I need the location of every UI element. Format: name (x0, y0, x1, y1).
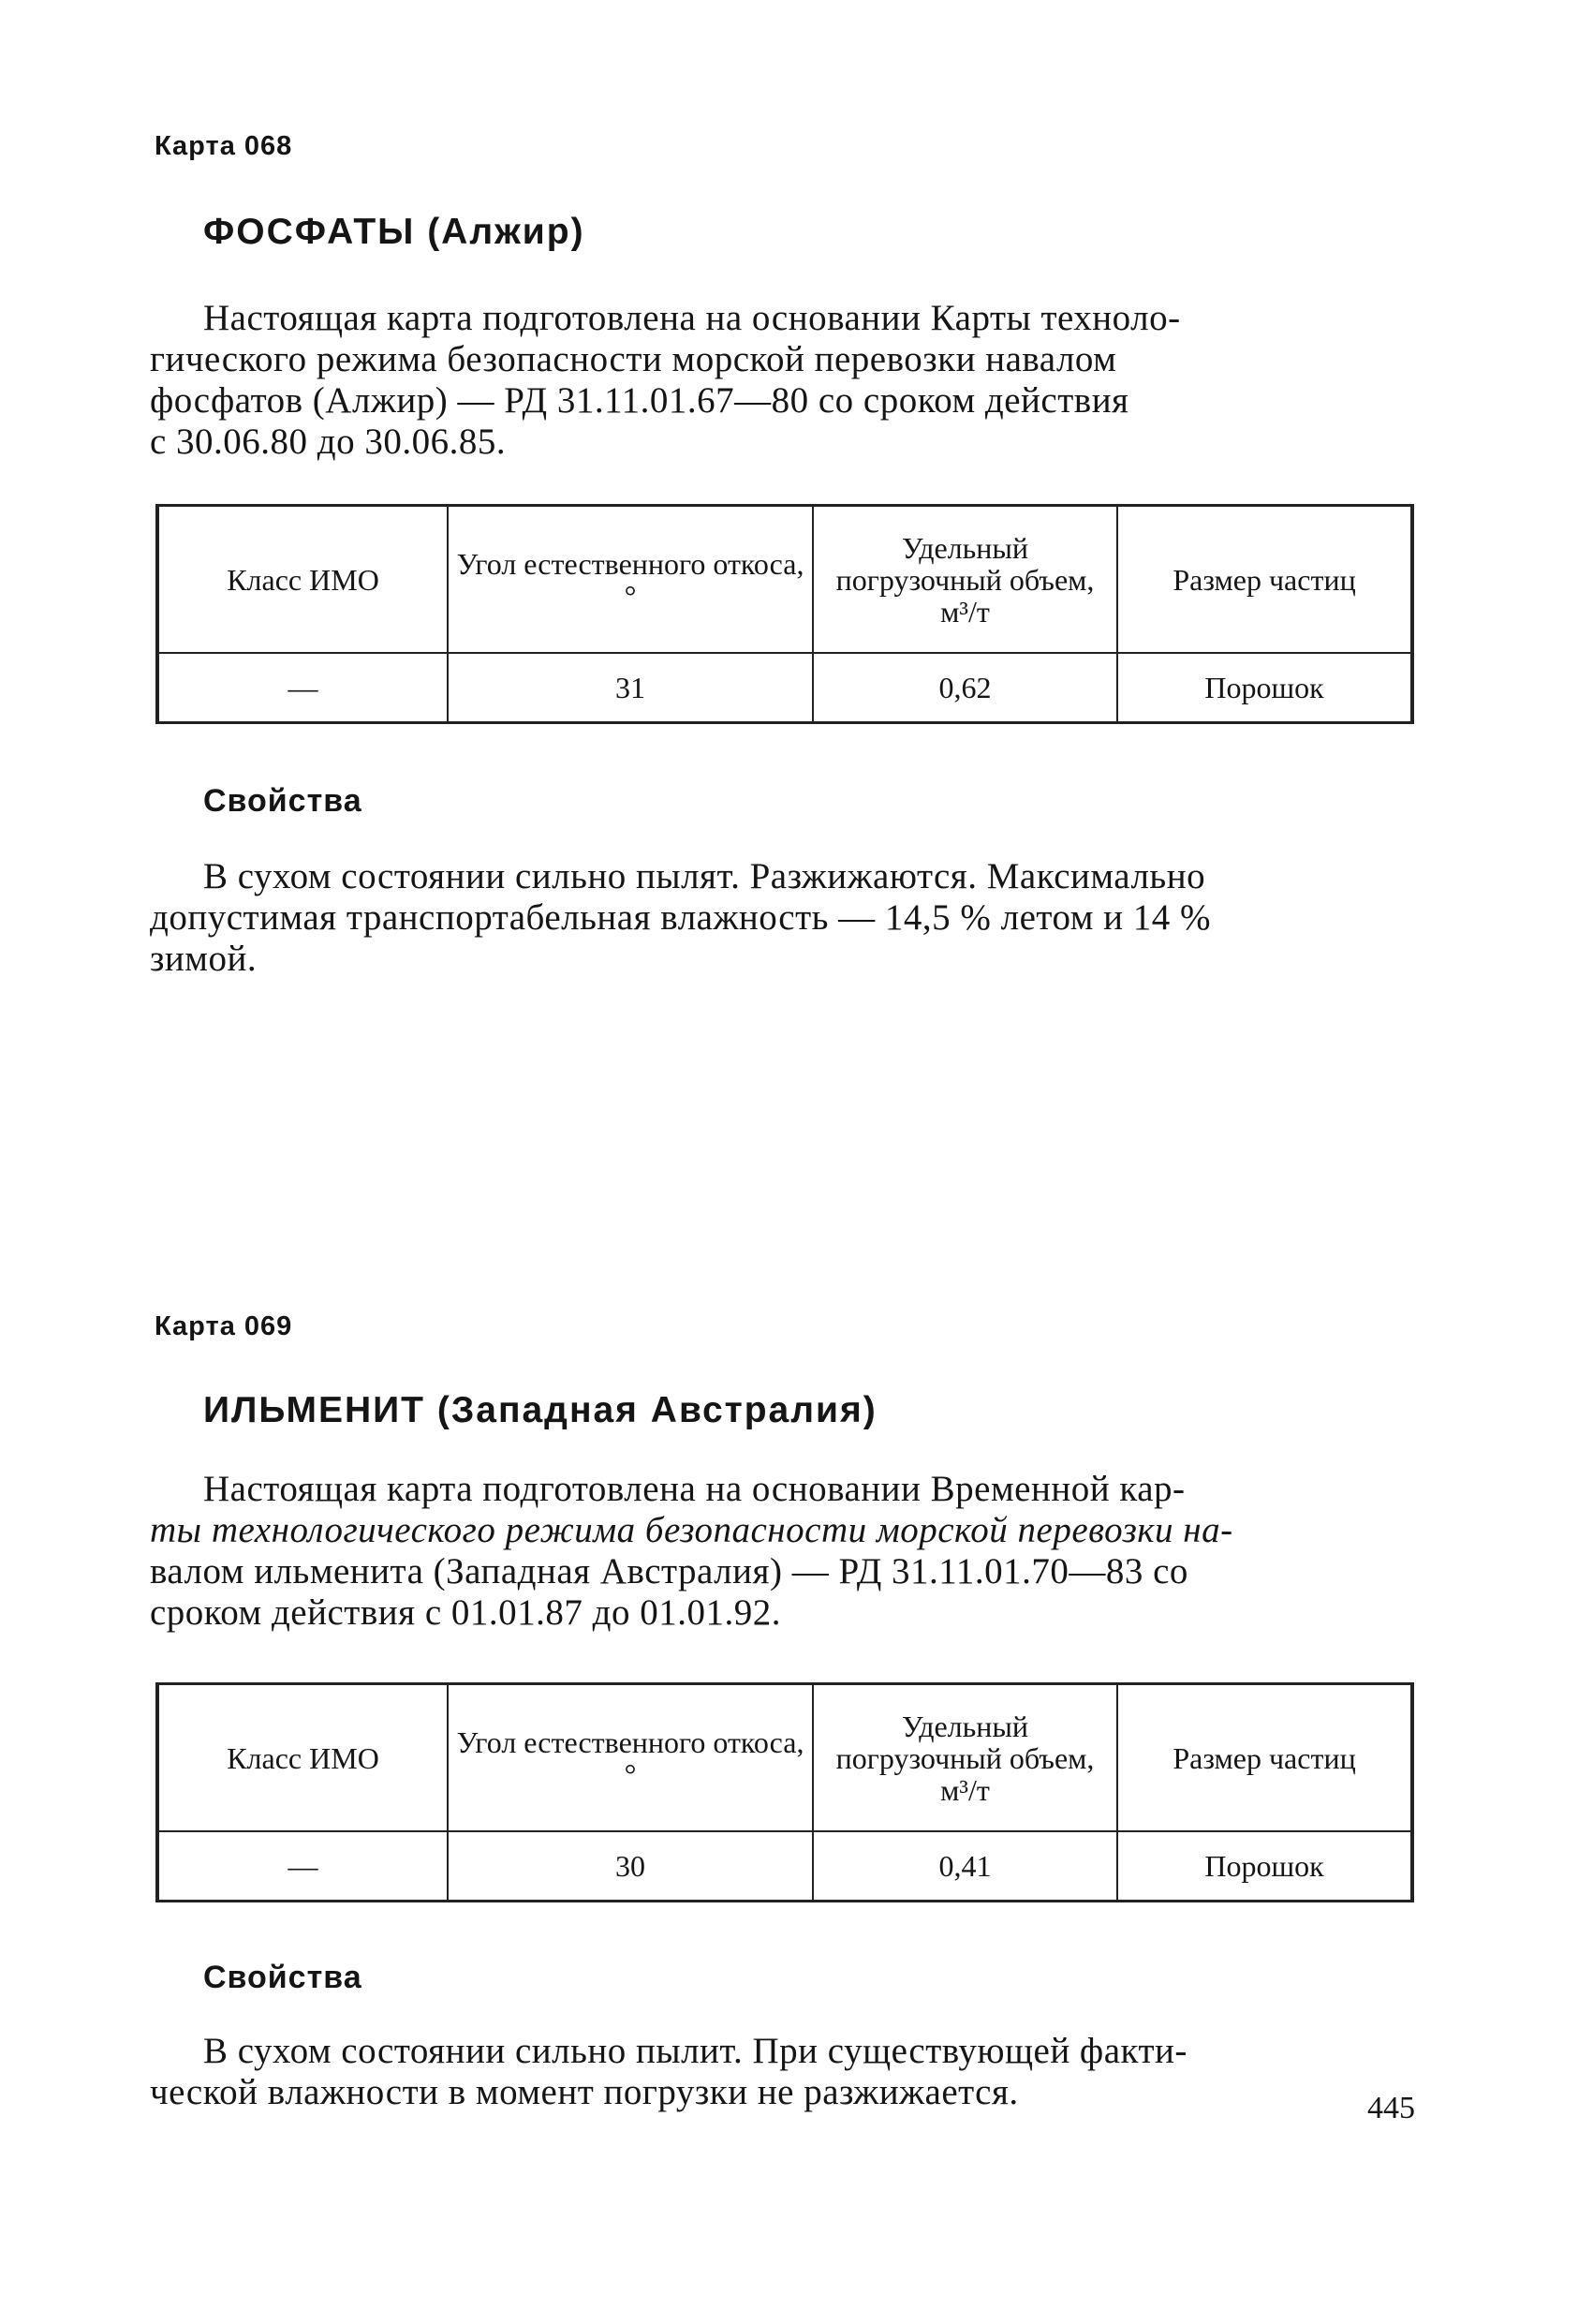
header-imo-class: Класс ИМО (157, 506, 448, 654)
properties-table (155, 1682, 1414, 1902)
page-number: 445 (1367, 2091, 1415, 2125)
properties-heading: Свойства (203, 1960, 362, 1995)
properties-table (155, 504, 1414, 724)
properties-paragraph (150, 856, 1414, 980)
intro-line: Настоящая карта подготовлена на основании Временной кар- (203, 1469, 1186, 1509)
intro-paragraph (150, 298, 1414, 463)
properties-line: допустимая транспортабельная влажность — 14,5 % летом и 14 % (150, 897, 1211, 938)
properties-paragraph (150, 2031, 1414, 2113)
header-repose-angle: Угол естественного откоса, ° (448, 506, 813, 654)
card-label: Карта 069 (155, 1311, 293, 1341)
header-stowage-factor: Удельный погрузочный объем, м³/т (813, 506, 1117, 654)
intro-line: валом ильменита (Западная Австралия) — РД 31.11.01.70—83 со (150, 1551, 1188, 1591)
header-particle-size: Размер частиц (1117, 1684, 1412, 1832)
intro-line: гического режима безопасности морской перевозки навалом (150, 339, 1117, 379)
table-header-row (157, 1684, 1412, 1832)
intro-line: фосфатов (Алжир) — РД 31.11.01.67—80 со сроком действия (150, 380, 1129, 421)
header-stowage-factor: Удельный погрузочный объем, м³/т (813, 1684, 1117, 1832)
cell-stowage-factor: 0,62 (813, 653, 1117, 723)
intro-line: ты технологического режима безопасности морской перевозки на- (150, 1510, 1233, 1550)
cell-repose-angle: 31 (448, 653, 813, 723)
header-particle-size: Размер частиц (1117, 506, 1412, 654)
properties-heading: Свойства (203, 783, 362, 819)
header-imo-class: Класс ИМО (157, 1684, 448, 1832)
properties-line: зимой. (150, 939, 258, 979)
card-title-sub: (Западная Австралия) (436, 1390, 878, 1430)
cell-particle-size: Порошок (1117, 653, 1412, 723)
cell-imo-class: — (157, 653, 448, 723)
card-title-main: ИЛЬМЕНИТ (203, 1390, 425, 1430)
card-title (203, 212, 585, 253)
properties-line: В сухом состоянии сильно пылят. Разжижаются. Максимально (203, 856, 1206, 896)
card-title-sub: (Алжир) (427, 212, 585, 252)
properties-line: ческой влажности в момент погрузки не разжижается. (150, 2072, 1019, 2112)
card-title-main: ФОСФАТЫ (203, 212, 416, 252)
cell-particle-size: Порошок (1117, 1831, 1412, 1902)
intro-line: сроком действия с 01.01.87 до 01.01.92. (150, 1592, 781, 1633)
intro-paragraph (150, 1469, 1414, 1634)
header-repose-angle: Угол естественного откоса, ° (448, 1684, 813, 1832)
cell-stowage-factor: 0,41 (813, 1831, 1117, 1902)
cell-repose-angle: 30 (448, 1831, 813, 1902)
cell-imo-class: — (157, 1831, 448, 1902)
card-label: Карта 068 (155, 131, 293, 161)
properties-line: В сухом состоянии сильно пылит. При существующей факти- (203, 2031, 1187, 2071)
intro-line: с 30.06.80 до 30.06.85. (150, 422, 507, 462)
card-title (203, 1390, 878, 1431)
table-row (157, 653, 1412, 723)
table-row (157, 1831, 1412, 1902)
table-header-row (157, 506, 1412, 654)
intro-line: Настоящая карта подготовлена на основании Карты техноло- (203, 298, 1181, 338)
